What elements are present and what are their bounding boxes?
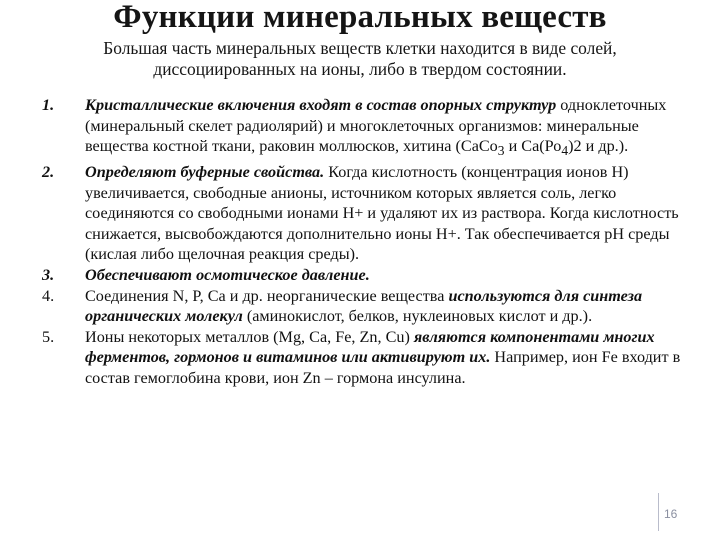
item-text [85,265,692,286]
item-number: 4. [42,286,55,305]
item-number: 1. [42,96,55,114]
item-text [85,327,692,389]
item-text [85,95,692,162]
item-body: Когда кислотность (концентрация ионов Н) увеличивается, свободные анионы, источником которых является соль, легко соединяются со свободными ионами Н+ и удаляют их из раствора. Когда кислотность снижается, высвобождаются дополнительно ионы Н+. Так обеспечивается рН среды (кислая либо щелочная реакция среды). [85,163,679,264]
subtitle-line-1: Большая часть минеральных веществ клетки находится в виде солей, [103,38,617,58]
list-item-3 [42,265,692,286]
item-body-2: и Са(Ро [504,137,562,156]
item-pre: Ионы некоторых металлов (Mg, Ca, Fe, Zn, Cu) [85,327,414,346]
item-body-1: одноклеточных (минеральный скелет радиолярий) и многоклеточных организмов: минеральные вещества костной ткани, раковин моллюсков, хитина (СаСо [85,96,667,156]
item-emphasis: Обеспечивают осмотическое давление. [85,265,370,284]
item-number: 2. [42,163,55,182]
item-emphasis: используются для синтеза органических молекул [85,286,643,326]
functions-list [42,95,692,389]
page-number-divider [658,493,659,531]
list-item-1 [42,95,692,162]
item-body-3: )2 и др.). [568,137,629,156]
item-post: Например, ион Fe входит в состав гемоглобина крови, ион Zn – гормона инсулина. [85,348,681,387]
slide-subtitle [40,38,680,80]
list-item-4 [42,286,692,327]
item-emphasis: Определяют буферные свойства. [85,163,325,182]
item-number: 3. [42,265,55,284]
list-item-2 [42,162,692,265]
item-post: (аминокислот, белков, нуклеиновых кислот и др.). [242,307,593,326]
list-item-5 [42,327,692,389]
item-emphasis: являются компонентами многих ферментов, гормонов и витаминов или активируют их. [85,327,655,367]
page-number: 16 [664,507,678,521]
subtitle-line-2: диссоциированных на ионы, либо в твердом состоянии. [153,59,567,79]
subscript-4: 4 [561,143,569,159]
item-text [85,162,692,265]
item-text [85,286,692,327]
item-pre: Соединения N, P, Ca и др. неорганические вещества [85,286,449,305]
slide-title: Функции минеральных веществ [113,0,607,35]
subscript-3: 3 [497,143,505,159]
item-emphasis: Кристаллические включения входят в состав опорных структур [85,96,557,114]
item-number: 5. [42,327,55,346]
